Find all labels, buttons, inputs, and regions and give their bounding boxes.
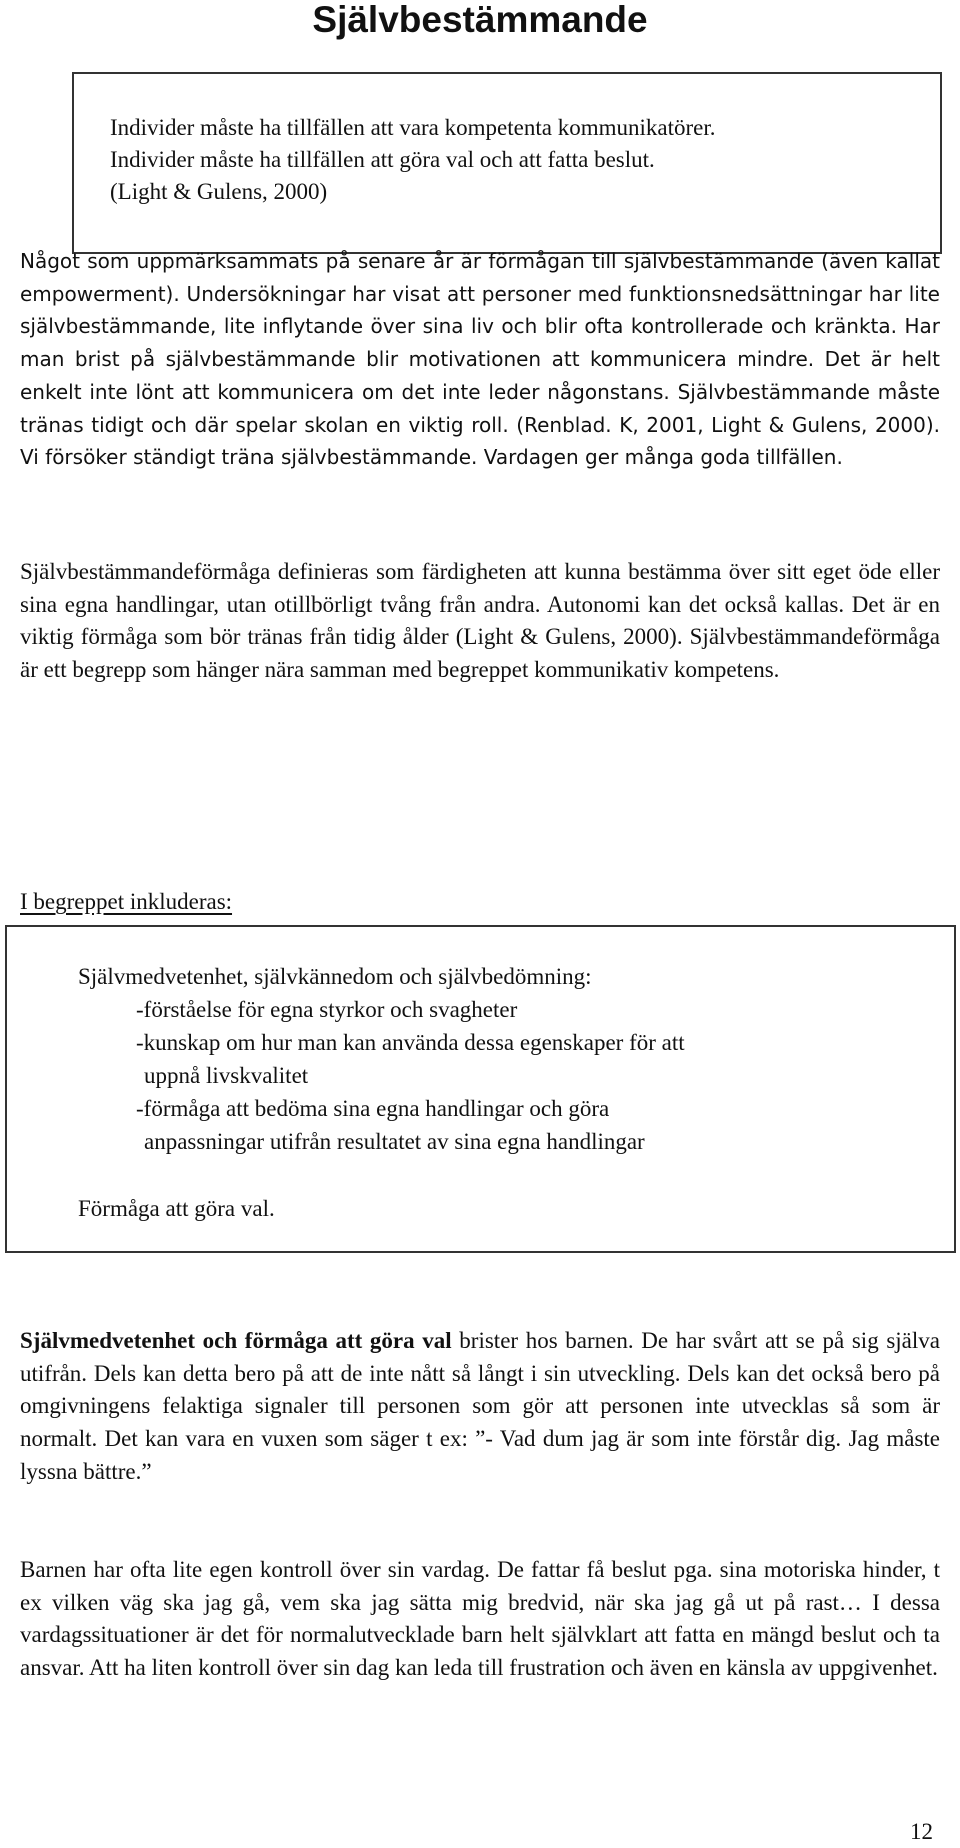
- quote-line: Individer måste ha tillfällen att göra val och att fatta beslut.: [110, 147, 655, 172]
- quote-line: Individer måste ha tillfällen att vara kompetenta kommunikatörer.: [110, 115, 716, 140]
- paragraph-lead-bold: Självmedvetenhet och förmåga att göra val: [20, 1328, 452, 1353]
- page-number: 12: [910, 1819, 933, 1844]
- includes-subitem: -kunskap om hur man kan använda dessa egenskaper för att: [136, 1030, 685, 1055]
- includes-subitem-continuation: anpassningar utifrån resultatet av sina egna handlingar: [144, 1129, 645, 1154]
- quote-citation: (Light & Gulens, 2000): [110, 179, 328, 204]
- paragraph-self-awareness: [20, 1325, 940, 1489]
- paragraph-empowerment: Något som uppmärksammats på senare år är förmågan till självbestämmande (även kallat empowerment). Undersökningar har visat att personer med funktionsnedsättningar har lite självbestämmande, lite inflytande över sina liv och blir ofta kontrollerade och kränkta. Har man brist på självbestämmande blir motivationen att kommunicera mindre. Det är helt enkelt inte lönt att kommunicera om det inte leder någonstans. Självbestämmande måste tränas tidigt och där spelar skolan en viktig roll. (Renblad. K, 2001, Light & Gulens, 2000). Vi försöker ständigt träna självbestämmande. Vardagen ger många goda tillfällen.: [20, 249, 940, 470]
- paragraph-control: Barnen har ofta lite egen kontroll över sin vardag. De fattar få beslut pga. sina motoriska hinder, t ex vilken väg ska jag gå, vem ska jag sätta mig bredvid, när ska jag gå ut på rast… I dessa vardagssituationer är det för normalutvecklade barn helt självklart att fatta en mängd beslut och ta ansvar. Att ha liten kontroll över sin dag kan leda till frustration och även en känsla av uppgivenhet.: [20, 1557, 940, 1681]
- includes-subitem: -förmåga att bedöma sina egna handlingar och göra: [136, 1096, 610, 1121]
- quote-box-text: [110, 112, 910, 208]
- includes-item-choice: Förmåga att göra val.: [78, 1196, 275, 1221]
- includes-heading: I begreppet inkluderas:: [20, 889, 233, 914]
- paragraph-body: brister hos barnen. De har svårt att se på sig själva utifrån. Dels kan detta bero på att de inte nått så långt i sin utveckling. Dels kan det också bero på omgivningens felaktiga signaler till personen som gör att personen inte utvecklas så som är normalt. Det kan vara en vuxen som säger t ex: ”- Vad dum jag är som inte förstår dig. Jag måste lyssna bättre.”: [20, 1328, 940, 1484]
- includes-subitem: -förståelse för egna styrkor och svagheter: [136, 997, 518, 1022]
- includes-subitem-continuation: uppnå livskvalitet: [144, 1063, 309, 1088]
- page-title: Självbestämmande: [312, 0, 648, 40]
- paragraph-definition: Självbestämmandeförmåga definieras som färdigheten att kunna bestämma över sitt eget öde eller sina egna handlingar, utan otillbörligt tvång från andra. Autonomi kan det också kallas. Det är en viktig förmåga som bör tränas från tidig ålder (Light & Gulens, 2000). Självbestämmandeförmåga är ett begrepp som hänger nära samman med begreppet kommunikativ kompetens.: [20, 559, 940, 683]
- includes-item-self-awareness: Självmedvetenhet, självkännedom och självbedömning:: [78, 964, 592, 989]
